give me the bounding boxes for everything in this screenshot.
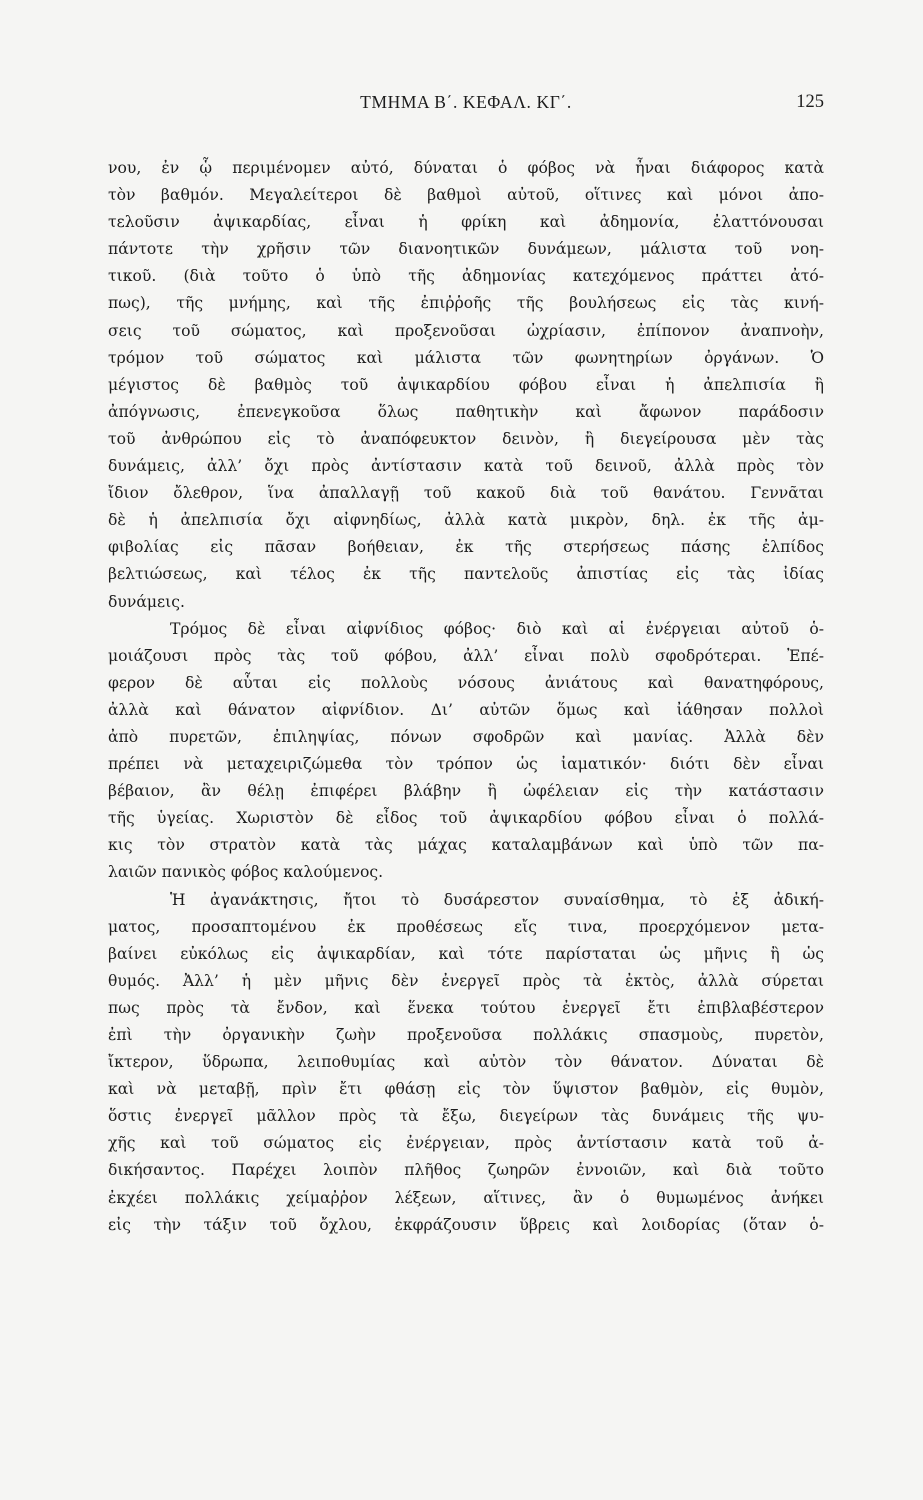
text-line: ματος, προσαπτομένου ἐκ προθέσεως εἴς τινα, προερχόμενον μετα- (108, 917, 824, 936)
text-line: ἐκχέει πολλάκις χείμαῤῥον λέξεων, αἵτινες, ἂν ὁ θυμωμένος ἀνήκει (108, 1188, 824, 1207)
text-line: θυμός. Ἀλλ’ ἡ μὲν μῆνις δὲν ἐνεργεῖ πρὸς τὰ ἐκτὸς, ἀλλὰ σύρεται (108, 971, 824, 990)
text-line: βέβαιον, ἂν θέλῃ ἐπιφέρει βλάβην ἢ ὠφέλειαν εἰς τὴν κατάστασιν (108, 782, 824, 801)
running-head (108, 92, 824, 118)
text-line: φερον δὲ αὗται εἰς πολλοὺς νόσους ἀνιάτους καὶ θανατηφόρους, (108, 673, 824, 692)
paragraph-start-line: Ἡ ἀγανάκτησις, ἤτοι τὸ δυσάρεστον συναίσθημα, τὸ ἐξ ἀδική- (170, 890, 824, 909)
text-line: δυνάμεις. (108, 592, 185, 611)
text-line: μοιάζουσι πρὸς τὰς τοῦ φόβου, ἀλλ’ εἶναι πολὺ σφοδρότεραι. Ἐπέ- (108, 646, 824, 665)
text-line: κις τὸν στρατὸν κατὰ τὰς μάχας καταλαμβάνων καὶ ὑπὸ τῶν πα- (108, 836, 824, 855)
text-line: τοῦ ἀνθρώπου εἰς τὸ ἀναπόφευκτον δεινὸν, ἢ διεγείρουσα μὲν τὰς (108, 429, 824, 448)
text-line: τρόμον τοῦ σώματος καὶ μάλιστα τῶν φωνητηρίων ὀργάνων. Ὁ (108, 348, 824, 367)
text-line: ὅστις ἐνεργεῖ μᾶλλον πρὸς τὰ ἔξω, διεγείρων τὰς δυνάμεις τῆς ψυ- (108, 1107, 824, 1126)
body-text (108, 155, 824, 1239)
text-line: ἀλλὰ καὶ θάνατον αἰφνίδιον. Δι’ αὐτῶν ὅμως καὶ ἰάθησαν πολλοὶ (108, 700, 824, 719)
text-line: λαιῶν πανικὸς φόβος καλούμενος. (108, 863, 384, 882)
text-line: δὲ ἡ ἀπελπισία ὄχι αἰφνηδίως, ἀλλὰ κατὰ μικρὸν, δηλ. ἐκ τῆς ἀμ- (108, 511, 824, 530)
text-line: τελοῦσιν ἀψικαρδίας, εἶναι ἡ φρίκη καὶ ἀδημονία, ἐλαττόνουσαι (108, 213, 824, 232)
text-line: ἴδιον ὄλεθρον, ἵνα ἀπαλλαγῇ τοῦ κακοῦ διὰ τοῦ θανάτου. Γεννᾶται (108, 484, 824, 503)
text-line: τὸν βαθμόν. Μεγαλείτεροι δὲ βαθμοὶ αὐτοῦ, οἵτινες καὶ μόνοι ἀπο- (108, 186, 824, 205)
text-line: πως), τῆς μνήμης, καὶ τῆς ἐπιῤῥοῆς τῆς βουλήσεως εἰς τὰς κινή- (108, 294, 824, 313)
text-line: δικήσαντος. Παρέχει λοιπὸν πλῆθος ζωηρῶν ἐννοιῶν, καὶ διὰ τοῦτο (108, 1161, 824, 1180)
text-line: πρέπει νὰ μεταχειριζώμεθα τὸν τρόπον ὡς ἰαματικόν· διότι δὲν εἶναι (108, 755, 824, 774)
text-line: φιβολίας εἰς πᾶσαν βοήθειαν, ἐκ τῆς στερήσεως πάσης ἐλπίδος (108, 538, 824, 557)
text-line: ἀπὸ πυρετῶν, ἐπιληψίας, πόνων σφοδρῶν καὶ μανίας. Ἀλλὰ δὲν (108, 727, 824, 746)
text-line: πάντοτε τὴν χρῆσιν τῶν διανοητικῶν δυνάμεων, μάλιστα τοῦ νοη- (108, 240, 824, 259)
text-line: ἐπὶ τὴν ὀργανικὴν ζωὴν προξενοῦσα πολλάκις σπασμοὺς, πυρετὸν, (108, 1026, 824, 1044)
text-line: βαίνει εὐκόλως εἰς ἀψικαρδίαν, καὶ τότε παρίσταται ὡς μῆνις ἢ ὡς (108, 944, 824, 963)
text-line: ἴκτερον, ὕδρωπα, λειποθυμίας καὶ αὐτὸν τὸν θάνατον. Δύναται δὲ (108, 1053, 824, 1072)
text-line: δυνάμεις, ἀλλ’ ὄχι πρὸς ἀντίστασιν κατὰ τοῦ δεινοῦ, ἀλλὰ πρὸς τὸν (108, 457, 824, 476)
running-title: ΤΜΗΜΑ Β΄. ΚΕΦΑΛ. ΚΓ΄. (360, 92, 572, 112)
text-line: βελτιώσεως, καὶ τέλος ἐκ τῆς παντελοῦς ἀπιστίας εἰς τὰς ἰδίας (108, 565, 824, 584)
text-line: πως πρὸς τὰ ἔνδον, καὶ ἕνεκα τούτου ἐνεργεῖ ἔτι ἐπιβλαβέστερον (108, 998, 824, 1017)
paragraph-start-line: Τρόμος δὲ εἶναι αἰφνίδιος φόβος· διὸ καὶ αἱ ἐνέργειαι αὐτοῦ ὁ- (170, 619, 824, 638)
text-line: σεις τοῦ σώματος, καὶ προξενοῦσαι ὠχρίασιν, ἐπίπονον ἀναπνοὴν, (108, 321, 824, 340)
text-line: τῆς ὑγείας. Χωριστὸν δὲ εἶδος τοῦ ἀψικαρδίου φόβου εἶναι ὁ πολλά- (108, 809, 824, 828)
text-line: τικοῦ. (διὰ τοῦτο ὁ ὑπὸ τῆς ἀδημονίας κατεχόμενος πράττει ἀτό- (108, 267, 824, 286)
text-line: νου, ἐν ᾧ περιμένομεν αὐτό, δύναται ὁ φόβος νὰ ἦναι διάφορος κατὰ (108, 159, 824, 177)
text-line: καὶ νὰ μεταβῇ, πρὶν ἔτι φθάσῃ εἰς τὸν ὕψιστον βαθμὸν, εἰς θυμὸν, (108, 1080, 824, 1099)
text-line: χῆς καὶ τοῦ σώματος εἰς ἐνέργειαν, πρὸς ἀντίστασιν κατὰ τοῦ ἀ- (108, 1134, 824, 1153)
page-number: 125 (796, 92, 824, 112)
text-line: ἀπόγνωσις, ἐπενεγκοῦσα ὅλως παθητικὴν καὶ ἄφωνον παράδοσιν (108, 402, 824, 421)
text-line: μέγιστος δὲ βαθμὸς τοῦ ἀψικαρδίου φόβου εἶναι ἡ ἀπελπισία ἢ (108, 375, 824, 394)
text-line: εἰς τὴν τάξιν τοῦ ὄχλου, ἐκφράζουσιν ὕβρεις καὶ λοιδορίας (ὅταν ὁ- (108, 1215, 824, 1234)
